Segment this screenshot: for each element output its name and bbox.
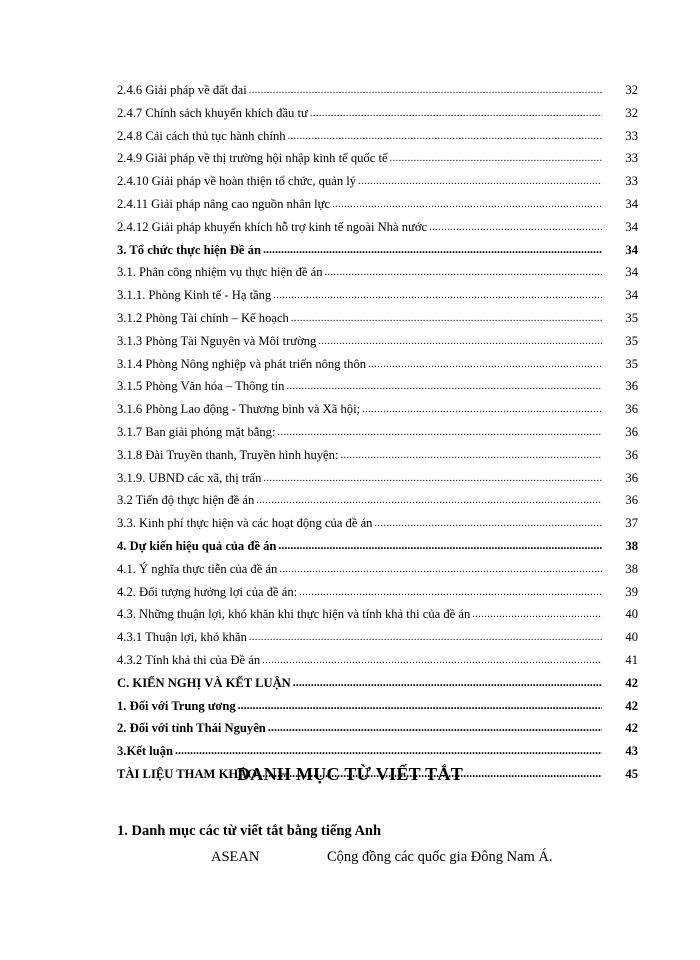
toc-entry-title: 1. Đối với Trung ương xyxy=(117,695,238,718)
toc-entry-page: 42 xyxy=(625,721,638,736)
toc-entry-title: 3.3. Kinh phí thực hiện và các hoạt động của đề án xyxy=(117,512,374,535)
toc-entry-page: 40 xyxy=(625,607,638,622)
toc-entry-title: 3.1.5 Phòng Văn hóa – Thông tin xyxy=(117,375,286,398)
toc-entry-page: 42 xyxy=(625,698,638,713)
toc-entry-page: 36 xyxy=(625,470,638,485)
toc-entry xyxy=(117,353,638,376)
toc-entry xyxy=(117,467,638,490)
toc-leader-dots xyxy=(299,582,602,605)
toc-entry xyxy=(117,558,638,581)
toc-leader-dots xyxy=(286,376,602,399)
toc-entry xyxy=(117,330,638,353)
toc-entry-page: 34 xyxy=(625,219,638,234)
toc-leader-dots xyxy=(277,422,602,445)
toc-entry xyxy=(117,717,638,740)
toc-entry xyxy=(117,603,638,626)
toc-entry-page: 40 xyxy=(625,630,638,645)
toc-entry-title: 3.Kết luận xyxy=(117,740,175,763)
toc-entry xyxy=(117,489,638,512)
toc-entry-title: 3. Tổ chức thực hiện Đề án xyxy=(117,239,263,262)
toc-leader-dots xyxy=(268,716,602,739)
toc-leader-dots xyxy=(310,103,602,126)
toc-entry-title: 3.1.2 Phòng Tài chính – Kế hoạch xyxy=(117,307,291,330)
toc-leader-dots xyxy=(238,694,602,717)
toc-entry-title: 3.1.4 Phòng Nông nghiệp và phát triển nông thôn xyxy=(117,353,368,376)
toc-entry-title: 3.1.1. Phòng Kinh tế - Hạ tầng xyxy=(117,284,273,307)
toc-leader-dots xyxy=(288,126,602,149)
toc-entry-title: TÀI LIỆU THAM KHẢO xyxy=(117,763,259,786)
toc-entry-title: 4.2. Đối tượng hưởng lợi của đề án: xyxy=(117,581,299,604)
table-of-contents xyxy=(117,79,638,786)
toc-entry-page: 43 xyxy=(625,744,638,759)
toc-entry-page: 32 xyxy=(625,83,638,97)
toc-entry xyxy=(117,398,638,421)
toc-entry xyxy=(117,79,638,102)
toc-leader-dots xyxy=(249,80,602,103)
toc-entry xyxy=(117,170,638,193)
toc-entry-title: 4.1. Ý nghĩa thực tiễn của đề án xyxy=(117,558,279,581)
abbreviation-definition: Cộng đồng các quốc gia Đông Nam Á. xyxy=(327,849,553,865)
toc-leader-dots xyxy=(325,262,603,285)
toc-entry-page: 33 xyxy=(625,174,638,189)
toc-leader-dots xyxy=(279,559,602,582)
toc-entry-page: 35 xyxy=(625,310,638,325)
toc-entry-page: 34 xyxy=(625,265,638,280)
toc-entry xyxy=(117,193,638,216)
toc-entry-page: 37 xyxy=(625,516,638,531)
toc-leader-dots xyxy=(318,331,602,354)
toc-entry-page: 33 xyxy=(625,151,638,166)
toc-leader-dots xyxy=(358,171,602,194)
toc-leader-dots xyxy=(472,604,602,627)
toc-leader-dots xyxy=(374,513,602,536)
toc-entry-page: 45 xyxy=(625,766,638,781)
toc-leader-dots xyxy=(340,445,602,468)
toc-entry-title: 3.2 Tiến độ thực hiện đề án xyxy=(117,489,256,512)
toc-entry xyxy=(117,284,638,307)
toc-entry-page: 34 xyxy=(625,242,638,257)
toc-leader-dots xyxy=(362,399,602,422)
toc-leader-dots xyxy=(263,238,602,261)
toc-entry xyxy=(117,216,638,239)
toc-entry-title: 2.4.9 Giải pháp về thị trường hội nhập kinh tế quốc tế xyxy=(117,147,390,170)
toc-entry-page: 34 xyxy=(625,196,638,211)
toc-leader-dots xyxy=(256,490,602,513)
toc-entry xyxy=(117,740,638,763)
toc-leader-dots xyxy=(390,148,602,171)
toc-entry-title: 2.4.12 Giải pháp khuyến khích hỗ trợ kinh tế ngoài Nhà nước xyxy=(117,216,429,239)
toc-entry-title: 3.1.8 Đài Truyền thanh, Truyền hình huyện: xyxy=(117,444,340,467)
toc-entry xyxy=(117,444,638,467)
toc-entry xyxy=(117,626,638,649)
toc-leader-dots xyxy=(262,650,602,673)
toc-entry xyxy=(117,307,638,330)
toc-entry xyxy=(117,239,638,262)
toc-leader-dots xyxy=(263,468,602,491)
toc-entry-page: 38 xyxy=(625,538,638,553)
toc-entry-page: 36 xyxy=(625,447,638,462)
toc-entry-title: C. KIẾN NGHỊ VÀ KẾT LUẬN xyxy=(117,672,293,695)
toc-entry-title: 2.4.10 Giải pháp về hoàn thiện tổ chức, quản lý xyxy=(117,170,358,193)
toc-entry xyxy=(117,125,638,148)
toc-entry-page: 38 xyxy=(625,561,638,576)
english-abbreviations-subheading: 1. Danh mục các từ viết tắt bằng tiếng Anh xyxy=(117,823,382,839)
toc-entry-page: 36 xyxy=(625,379,638,394)
abbreviations-heading: DANH MỤC TỪ VIẾT TẮT xyxy=(236,764,464,784)
toc-entry-title: 3.1.9. UBND các xã, thị trấn xyxy=(117,467,263,490)
toc-entry xyxy=(117,421,638,444)
toc-entry-title: 2.4.7 Chính sách khuyến khích đầu tư xyxy=(117,102,310,125)
toc-entry-title: 4. Dự kiến hiệu quả của đề án xyxy=(117,535,278,558)
toc-leader-dots xyxy=(293,671,602,694)
toc-entry-title: 4.3.2 Tính khả thi của Đề án xyxy=(117,649,262,672)
toc-entry-page: 35 xyxy=(625,333,638,348)
toc-entry xyxy=(117,535,638,558)
toc-entry-title: 2.4.8 Cải cách thủ tục hành chính xyxy=(117,125,288,148)
toc-entry-title: 2. Đối với tỉnh Thái Nguyên xyxy=(117,717,268,740)
toc-entry-page: 36 xyxy=(625,493,638,508)
toc-entry-page: 32 xyxy=(625,105,638,120)
toc-leader-dots xyxy=(368,354,602,377)
toc-entry xyxy=(117,375,638,398)
abbreviation-term: ASEAN xyxy=(211,849,260,865)
toc-entry-page: 36 xyxy=(625,424,638,439)
toc-leader-dots xyxy=(249,627,602,650)
toc-entry xyxy=(117,672,638,695)
toc-leader-dots xyxy=(273,285,602,308)
toc-entry xyxy=(117,102,638,125)
toc-entry xyxy=(117,147,638,170)
toc-entry-title: 2.4.11 Giải pháp nâng cao nguồn nhân lực xyxy=(117,193,332,216)
toc-entry xyxy=(117,261,638,284)
toc-entry-title: 3.1. Phân công nhiệm vụ thực hiện đề án xyxy=(117,261,325,284)
toc-entry-page: 33 xyxy=(625,128,638,143)
toc-leader-dots xyxy=(278,534,602,557)
toc-entry-title: 3.1.3 Phòng Tài Nguyên và Môi trường xyxy=(117,330,318,353)
toc-entry-title: 4.3.1 Thuận lợi, khó khăn xyxy=(117,626,249,649)
toc-leader-dots xyxy=(332,194,602,217)
toc-entry xyxy=(117,512,638,535)
toc-entry xyxy=(117,695,638,718)
toc-entry-title: 3.1.7 Ban giải phóng mặt bằng: xyxy=(117,421,277,444)
toc-entry-title: 2.4.6 Giải pháp về đất đai xyxy=(117,79,249,102)
toc-entry-page: 34 xyxy=(625,288,638,303)
toc-entry-title: 3.1.6 Phòng Lao động - Thương binh và Xã hội; xyxy=(117,398,362,421)
toc-entry-page: 42 xyxy=(625,675,638,690)
toc-entry xyxy=(117,649,638,672)
toc-entry-page: 36 xyxy=(625,402,638,417)
toc-entry-page: 35 xyxy=(625,356,638,371)
toc-entry xyxy=(117,581,638,604)
toc-leader-dots xyxy=(429,217,602,240)
toc-entry-page: 41 xyxy=(625,652,638,667)
toc-leader-dots xyxy=(175,739,602,762)
toc-entry-title: 4.3. Những thuận lợi, khó khăn khi thực hiện và tính khả thi của đề án xyxy=(117,603,472,626)
toc-leader-dots xyxy=(291,308,602,331)
toc-entry-page: 39 xyxy=(625,584,638,599)
